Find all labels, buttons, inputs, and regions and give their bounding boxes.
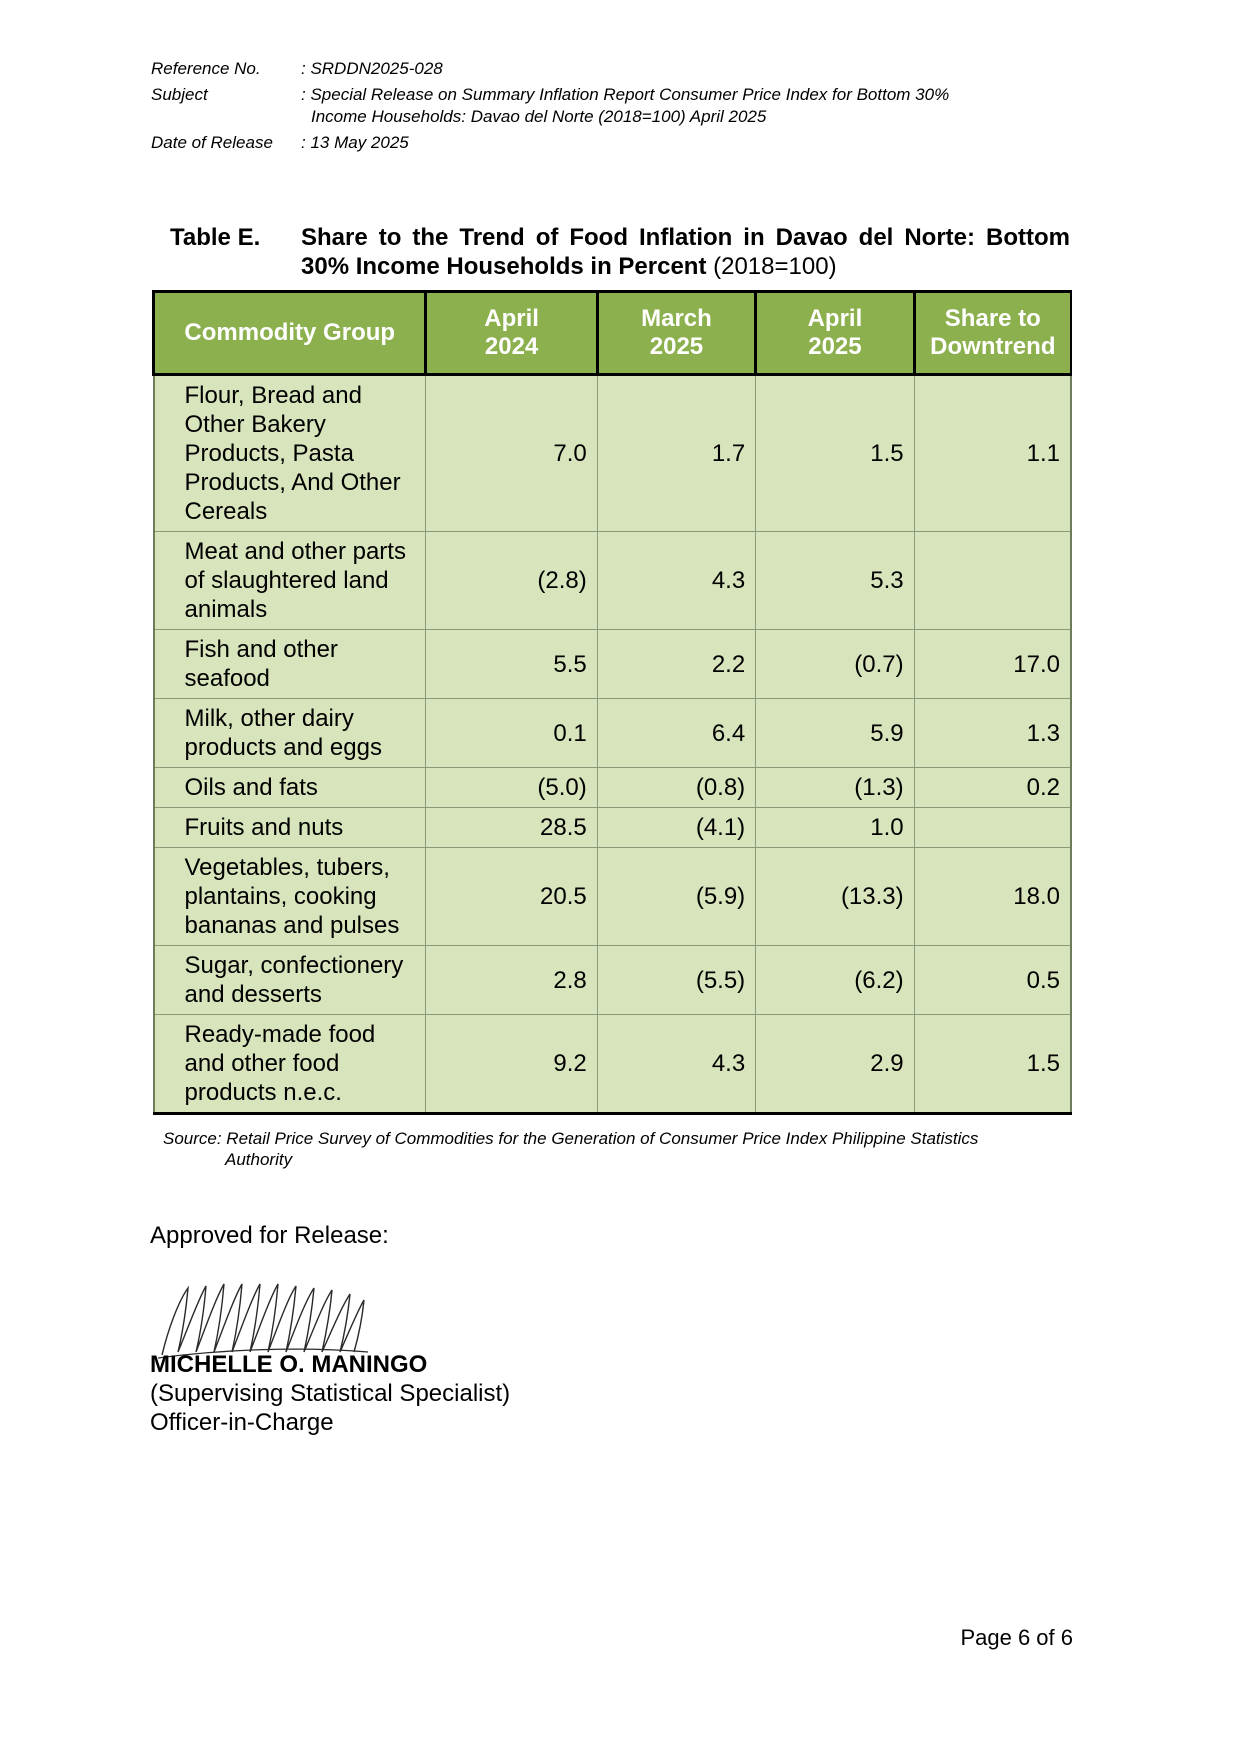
table-row [154, 630, 1072, 699]
value-march-2025: 4.3 [597, 1015, 755, 1114]
header-march-2025: March 2025 [597, 292, 755, 375]
commodity-name: Fish and other seafood [154, 630, 426, 699]
reference-label: Reference No. [151, 59, 261, 78]
table-row [154, 848, 1072, 946]
commodity-name: Oils and fats [154, 768, 426, 808]
subject-value [301, 84, 1021, 128]
table-row [154, 1015, 1072, 1114]
value-share-to-downtrend [914, 532, 1071, 630]
table-title-bold: Share to the Trend of Food Inflation in Davao del Norte: Bottom 30% Income Households in Percent [301, 224, 1070, 280]
value-april-2025: 2.9 [756, 1015, 914, 1114]
value-april-2024: 9.2 [426, 1015, 597, 1114]
date-label: Date of Release [151, 133, 273, 152]
reference-value: : SRDDN2025-028 [301, 59, 443, 78]
commodity-name: Milk, other dairy products and eggs [154, 699, 426, 768]
table-row [154, 699, 1072, 768]
table-header-row [154, 292, 1072, 375]
value-april-2025: (6.2) [756, 946, 914, 1015]
value-april-2024: 20.5 [426, 848, 597, 946]
commodity-name: Meat and other parts of slaughtered land animals [154, 532, 426, 630]
table-row [154, 808, 1072, 848]
value-march-2025: (0.8) [597, 768, 755, 808]
value-april-2025: 5.3 [756, 532, 914, 630]
header-april-2024: April 2024 [426, 292, 597, 375]
value-april-2025: 1.5 [756, 375, 914, 532]
value-april-2024: 7.0 [426, 375, 597, 532]
signature-image [158, 1280, 398, 1360]
value-march-2025: 4.3 [597, 532, 755, 630]
value-share-to-downtrend: 0.2 [914, 768, 1071, 808]
value-march-2025: (4.1) [597, 808, 755, 848]
value-april-2025: 1.0 [756, 808, 914, 848]
table-label: Table E. [170, 224, 261, 251]
commodity-name: Ready-made food and other food products n.e.c. [154, 1015, 426, 1114]
table-row [154, 532, 1072, 630]
commodity-name: Flour, Bread and Other Bakery Products, Pasta Products, And Other Cereals [154, 375, 426, 532]
subject-label: Subject [151, 85, 208, 104]
date-row [151, 132, 1021, 154]
value-march-2025: 1.7 [597, 375, 755, 532]
source-line1: Source: Retail Price Survey of Commodities for the Generation of Consumer Price Index Philippine Statistics [163, 1129, 979, 1148]
value-share-to-downtrend: 18.0 [914, 848, 1071, 946]
page-number: Page 6 of 6 [960, 1625, 1073, 1650]
value-march-2025: (5.5) [597, 946, 755, 1015]
value-april-2024: (2.8) [426, 532, 597, 630]
value-share-to-downtrend [914, 808, 1071, 848]
signatory-role: Officer-in-Charge [150, 1409, 334, 1436]
header-share-to-downtrend: Share to Downtrend [914, 292, 1071, 375]
value-share-to-downtrend: 0.5 [914, 946, 1071, 1015]
table-row [154, 375, 1072, 532]
signatory-block [150, 1350, 510, 1437]
value-share-to-downtrend: 17.0 [914, 630, 1071, 699]
document-metadata [151, 58, 1021, 154]
value-april-2024: (5.0) [426, 768, 597, 808]
subject-row [151, 84, 1021, 128]
value-april-2025: 5.9 [756, 699, 914, 768]
value-april-2024: 2.8 [426, 946, 597, 1015]
header-april-2025: April 2025 [756, 292, 914, 375]
value-share-to-downtrend: 1.1 [914, 375, 1071, 532]
date-value: : 13 May 2025 [301, 133, 409, 152]
value-april-2024: 0.1 [426, 699, 597, 768]
table-source-note [163, 1128, 1068, 1170]
commodity-name: Sugar, confectionery and desserts [154, 946, 426, 1015]
header-commodity-group: Commodity Group [154, 292, 426, 375]
value-april-2025: (0.7) [756, 630, 914, 699]
table-title [170, 223, 1070, 281]
source-line2: Authority [225, 1150, 293, 1169]
table-title-base-year: (2018=100) [706, 253, 837, 280]
value-march-2025: (5.9) [597, 848, 755, 946]
value-april-2025: (1.3) [756, 768, 914, 808]
subject-value-line1: : Special Release on Summary Inflation Report Consumer Price Index for Bottom 30% [301, 85, 950, 104]
commodity-name: Fruits and nuts [154, 808, 426, 848]
table-title-text [301, 223, 1070, 281]
value-march-2025: 2.2 [597, 630, 755, 699]
value-april-2025: (13.3) [756, 848, 914, 946]
subject-value-line2: Income Households: Davao del Norte (2018=100) April 2025 [311, 107, 767, 126]
signatory-position: (Supervising Statistical Specialist) [150, 1380, 511, 1407]
table-row [154, 768, 1072, 808]
food-inflation-table [152, 290, 1072, 1115]
approved-for-release-label: Approved for Release: [150, 1222, 389, 1249]
value-share-to-downtrend: 1.5 [914, 1015, 1071, 1114]
value-april-2024: 28.5 [426, 808, 597, 848]
commodity-name: Vegetables, tubers, plantains, cooking bananas and pulses [154, 848, 426, 946]
table-row [154, 946, 1072, 1015]
value-april-2024: 5.5 [426, 630, 597, 699]
reference-row [151, 58, 1021, 80]
value-share-to-downtrend: 1.3 [914, 699, 1071, 768]
signatory-name: MICHELLE O. MANINGO [150, 1351, 428, 1378]
value-march-2025: 6.4 [597, 699, 755, 768]
